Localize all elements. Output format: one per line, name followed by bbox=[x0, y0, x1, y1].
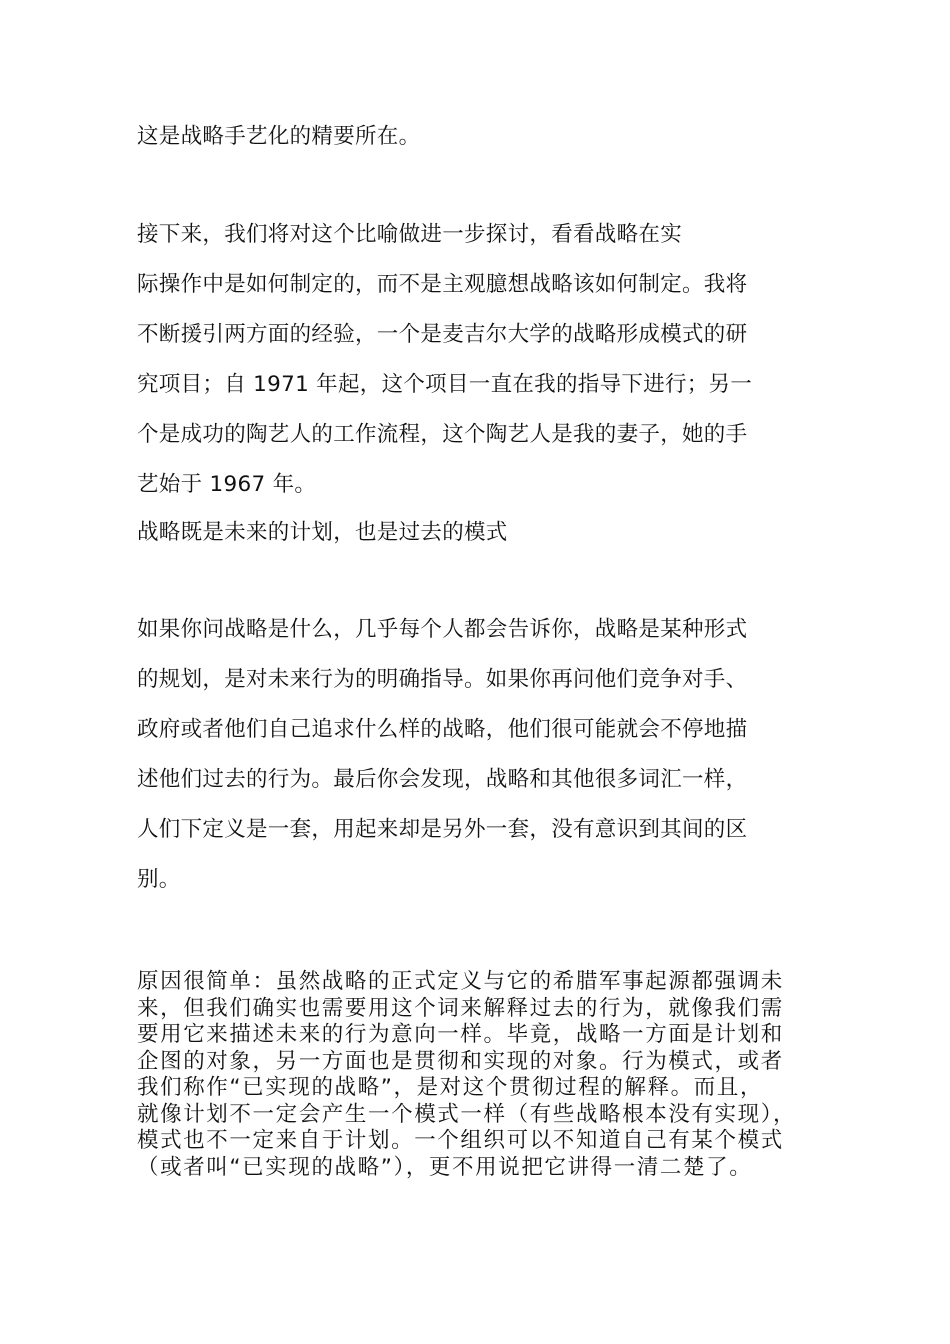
text-line: 述他们过去的行为。最后你会发现，战略和其他很多词汇一样， bbox=[137, 767, 748, 792]
text-line: 来，但我们确实也需要用这个词来解释过去的行为，就像我们需 bbox=[137, 995, 784, 1021]
text-line: 艺始于 1967 年。 bbox=[137, 472, 317, 497]
section-heading bbox=[137, 508, 817, 558]
text-line: 政府或者他们自己追求什么样的战略，他们很可能就会不停地描 bbox=[137, 717, 748, 742]
text-line: 就像计划不一定会产生一个模式一样（有些战略根本没有实现）， bbox=[137, 1101, 797, 1127]
text-line: 企图的对象，另一方面也是贯彻和实现的对象。行为模式，或者 bbox=[137, 1048, 784, 1074]
paragraph-1 bbox=[137, 112, 817, 162]
text-line: 别。 bbox=[137, 867, 181, 892]
text-line: 这是战略手艺化的精要所在。 bbox=[137, 124, 421, 149]
text-line: 的规划，是对未来行为的明确指导。如果你再问他们竞争对手、 bbox=[137, 667, 748, 692]
text-line: 要用它来描述未来的行为意向一样。毕竟，战略一方面是计划和 bbox=[137, 1022, 784, 1047]
paragraph-3 bbox=[137, 605, 817, 905]
text-line: 际操作中是如何制定的，而不是主观臆想战略该如何制定。我将 bbox=[137, 272, 748, 297]
text-line: 原因很简单：虽然战略的正式定义与它的希腊军事起源都强调未 bbox=[137, 969, 784, 994]
text-line: 模式也不一定来自于计划。一个组织可以不知道自己有某个模式 bbox=[137, 1128, 784, 1153]
text-line: （或者叫“已实现的战略”），更不用说把它讲得一清二楚了。 bbox=[137, 1154, 753, 1180]
text-line: 如果你问战略是什么，几乎每个人都会告诉你，战略是某种形式 bbox=[137, 617, 748, 642]
paragraph-4 bbox=[137, 969, 817, 1181]
text-line: 不断援引两方面的经验，一个是麦吉尔大学的战略形成模式的研 bbox=[137, 322, 748, 347]
text-line: 人们下定义是一套，用起来却是另外一套，没有意识到其间的区 bbox=[137, 817, 748, 842]
text-line: 究项目；自 1971 年起，这个项目一直在我的指导下进行；另一 bbox=[137, 372, 753, 397]
section-heading-text: 战略既是未来的计划，也是过去的模式 bbox=[137, 520, 508, 545]
text-line: 接下来，我们将对这个比喻做进一步探讨，看看战略在实 bbox=[137, 222, 683, 247]
text-line: 我们称作“已实现的战略”，是对这个贯彻过程的解释。而且， bbox=[137, 1075, 764, 1100]
paragraph-2 bbox=[137, 210, 817, 510]
text-line: 个是成功的陶艺人的工作流程，这个陶艺人是我的妻子，她的手 bbox=[137, 422, 748, 447]
